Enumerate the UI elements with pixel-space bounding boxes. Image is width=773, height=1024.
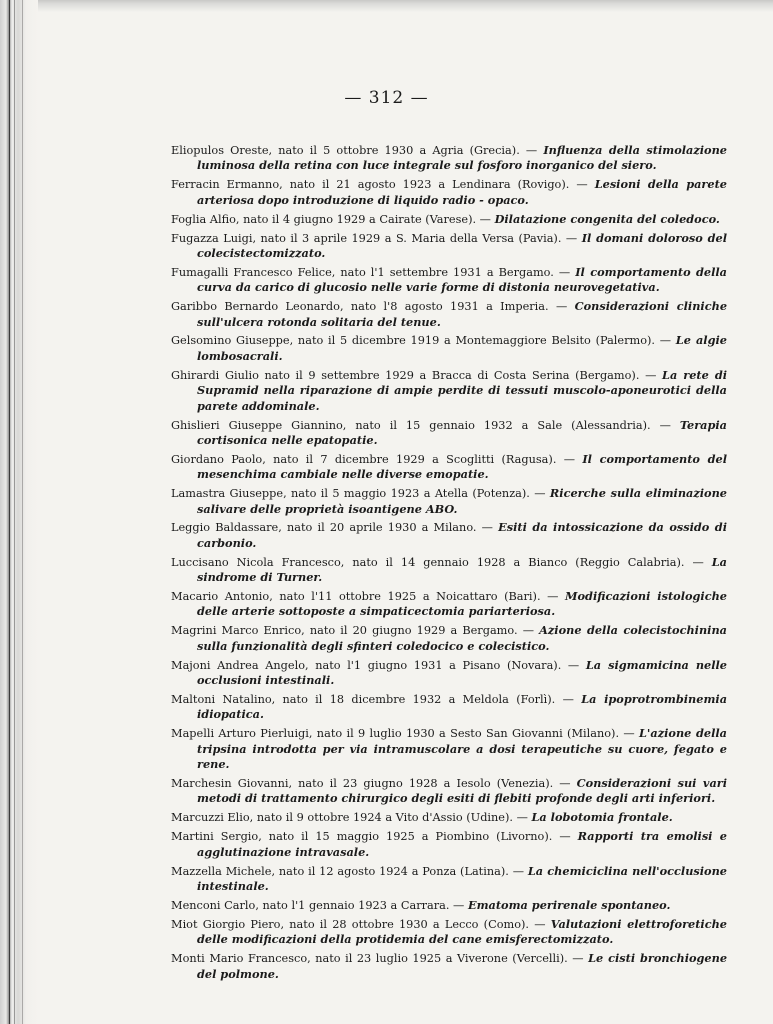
entry-text: Ghirardi Giulio nato il 9 settembre 1929 a Bracca di Costa Serina (Bergamo). —	[171, 368, 657, 382]
page-number: — 312 —	[344, 88, 429, 108]
entry-title: Valutazioni elettroforetiche delle modificazioni della protidemia del cane emisferectomizzato.	[197, 916, 727, 947]
entry-title: La rete di Supramid nella riparazione di ampie perdite di tessuti muscolo-aponeurotici della parete addominale.	[197, 367, 728, 413]
list-item	[171, 520, 727, 551]
list-item	[171, 898, 727, 913]
list-item	[171, 231, 727, 262]
entry-title: Il comportamento della curva da carico di glucosio nelle varie forme di distonia neurovegetativa.	[197, 264, 727, 295]
entry-title: Terapia cortisonica nelle epatopatie.	[197, 417, 727, 447]
list-item	[171, 864, 727, 895]
entry-text: Miot Giorgio Piero, nato il 28 ottobre 1930 a Lecco (Como). —	[171, 917, 546, 931]
entry-text: Leggio Baldassare, nato il 20 aprile 1930 a Milano. —	[171, 521, 493, 535]
entry-title: Lesioni della parete arteriosa dopo introduzione di liquido radio - opaco.	[197, 177, 727, 207]
list-item	[171, 265, 727, 296]
entry-text: Giordano Paolo, nato il 7 dicembre 1929 a Scoglitti (Ragusa). —	[171, 452, 576, 466]
entry-text: Monti Mario Francesco, nato il 23 luglio 1925 a Viverone (Vercelli). —	[171, 952, 584, 966]
list-item	[171, 589, 727, 620]
entry-title: Ricerche sulla eliminazione salivare delle proprietà isoantigene ABO.	[197, 486, 727, 516]
entry-text: Mapelli Arturo Pierluigi, nato il 9 luglio 1930 a Sesto San Giovanni (Milano). —	[171, 727, 635, 741]
list-item	[171, 418, 727, 449]
list-item	[171, 452, 727, 483]
list-item	[171, 951, 727, 982]
entry-title: Il domani doloroso del colecistectomizzato.	[197, 230, 727, 260]
entry-title: Ematoma perirenale spontaneo.	[467, 897, 671, 912]
list-item	[171, 726, 727, 772]
entry-text: Eliopulos Oreste, nato il 5 ottobre 1930 a Agria (Grecia). —	[171, 144, 538, 157]
entry-title: Rapporti tra emolisi e agglutinazione intravasale.	[197, 829, 727, 859]
entry-text: Ghislieri Giuseppe Giannino, nato il 15 gennaio 1932 a Sale (Alessandria). —	[171, 418, 671, 432]
list-item	[171, 623, 727, 654]
binding-line	[14, 0, 15, 1024]
entry-title: La sigmamicina nelle occlusioni intestinali.	[197, 657, 727, 688]
entry-title: Azione della colecistochinina sulla funzionalità degli sfinteri coledocico e colecistico.	[197, 623, 727, 653]
scan-binding-edge	[0, 0, 38, 1024]
entry-text: Garibbo Bernardo Leonardo, nato l'8 agosto 1931 a Imperia. —	[171, 300, 568, 314]
entry-text: Macario Antonio, nato l'11 ottobre 1925 a Noicattaro (Bari). —	[171, 590, 559, 604]
entry-title: Considerazioni cliniche sull'ulcera rotonda solitaria del tenue.	[197, 299, 728, 329]
list-item	[171, 333, 727, 364]
entry-title: Influenza della stimolazione luminosa della retina con luce integrale sul fosforo inorganico del siero.	[197, 143, 727, 173]
scan-top-edge	[0, 0, 773, 12]
list-item	[171, 212, 727, 227]
entry-title: Dilatazione congenita del coledoco.	[494, 211, 720, 226]
list-item	[171, 177, 727, 208]
entry-text: Maltoni Natalino, nato il 18 dicembre 1932 a Meldola (Forlì). —	[171, 693, 574, 706]
entry-text: Ferracin Ermanno, nato il 21 agosto 1923 a Lendinara (Rovigo). —	[171, 178, 588, 192]
entry-text: Lamastra Giuseppe, nato il 5 maggio 1923 a Atella (Potenza). —	[171, 487, 546, 501]
entry-text: Fumagalli Francesco Felice, nato l'1 settembre 1931 a Bergamo. —	[171, 265, 571, 279]
entry-title: La ipoprotrombinemia idiopatica.	[197, 692, 728, 722]
entry-text: Marcuzzi Elio, nato il 9 ottobre 1924 a Vito d'Assio (Udine). —	[171, 811, 528, 825]
list-item	[171, 829, 727, 860]
entry-title: La sindrome di Turner.	[197, 554, 727, 585]
entry-text: Mazzella Michele, nato il 12 agosto 1924 a Ponza (Latina). —	[171, 864, 524, 878]
list-item	[171, 299, 727, 330]
entry-title: La lobotomia frontale.	[531, 810, 673, 825]
list-item	[171, 368, 727, 414]
entry-text: Luccisano Nicola Francesco, nato il 14 gennaio 1928 a Bianco (Reggio Calabria). —	[171, 555, 704, 569]
entry-text: Martini Sergio, nato il 15 maggio 1925 a Piombino (Livorno). —	[171, 830, 571, 844]
entry-title: Esiti da intossicazione da ossido di carbonio.	[197, 520, 727, 550]
list-item	[171, 810, 727, 825]
entry-title: Le cisti bronchiogene del polmone.	[197, 951, 728, 981]
list-item	[171, 555, 727, 586]
entry-text: Menconi Carlo, nato l'1 gennaio 1923 a Carrara. —	[171, 898, 465, 912]
binding-line	[9, 0, 10, 1024]
entry-title: Modificazioni istologiche delle arterie sottoposte a simpaticectomia pariarteriosa.	[197, 589, 727, 619]
list-item	[171, 143, 727, 174]
entry-text: Magrini Marco Enrico, nato il 20 giugno 1929 a Bergamo. —	[171, 624, 534, 638]
entry-text: Marchesin Giovanni, nato il 23 giugno 1928 a Iesolo (Venezia). —	[171, 777, 571, 791]
entry-title: Il comportamento del mesenchima cambiale nelle diverse emopatie.	[197, 451, 728, 482]
binding-line	[22, 0, 23, 1024]
list-item	[171, 917, 727, 948]
thesis-list	[171, 143, 727, 985]
list-item	[171, 486, 727, 517]
entry-text: Gelsomino Giuseppe, nato il 5 dicembre 1919 a Montemaggiore Belsito (Palermo). —	[171, 334, 672, 348]
entry-title: La chemiciclina nell'occlusione intestinale.	[197, 863, 727, 893]
list-item	[171, 658, 727, 689]
entry-text: Majoni Andrea Angelo, nato l'1 giugno 1931 a Pisano (Novara). —	[171, 658, 580, 672]
entry-title: Le algie lombosacrali.	[197, 333, 727, 363]
entry-text: Foglia Alfio, nato il 4 giugno 1929 a Cairate (Varese). —	[171, 212, 491, 226]
entry-text: Fugazza Luigi, nato il 3 aprile 1929 a S. Maria della Versa (Pavia). —	[171, 231, 578, 245]
list-item	[171, 692, 727, 723]
entry-title: Considerazioni sui vari metodi di trattamento chirurgico degli esiti di flebiti profonde degli arti inferiori.	[197, 776, 728, 806]
entry-title: L'azione della tripsina introdotta per via intramuscolare a dosi terapeutiche su cuore, fegato e rene.	[197, 726, 727, 772]
list-item	[171, 776, 727, 807]
